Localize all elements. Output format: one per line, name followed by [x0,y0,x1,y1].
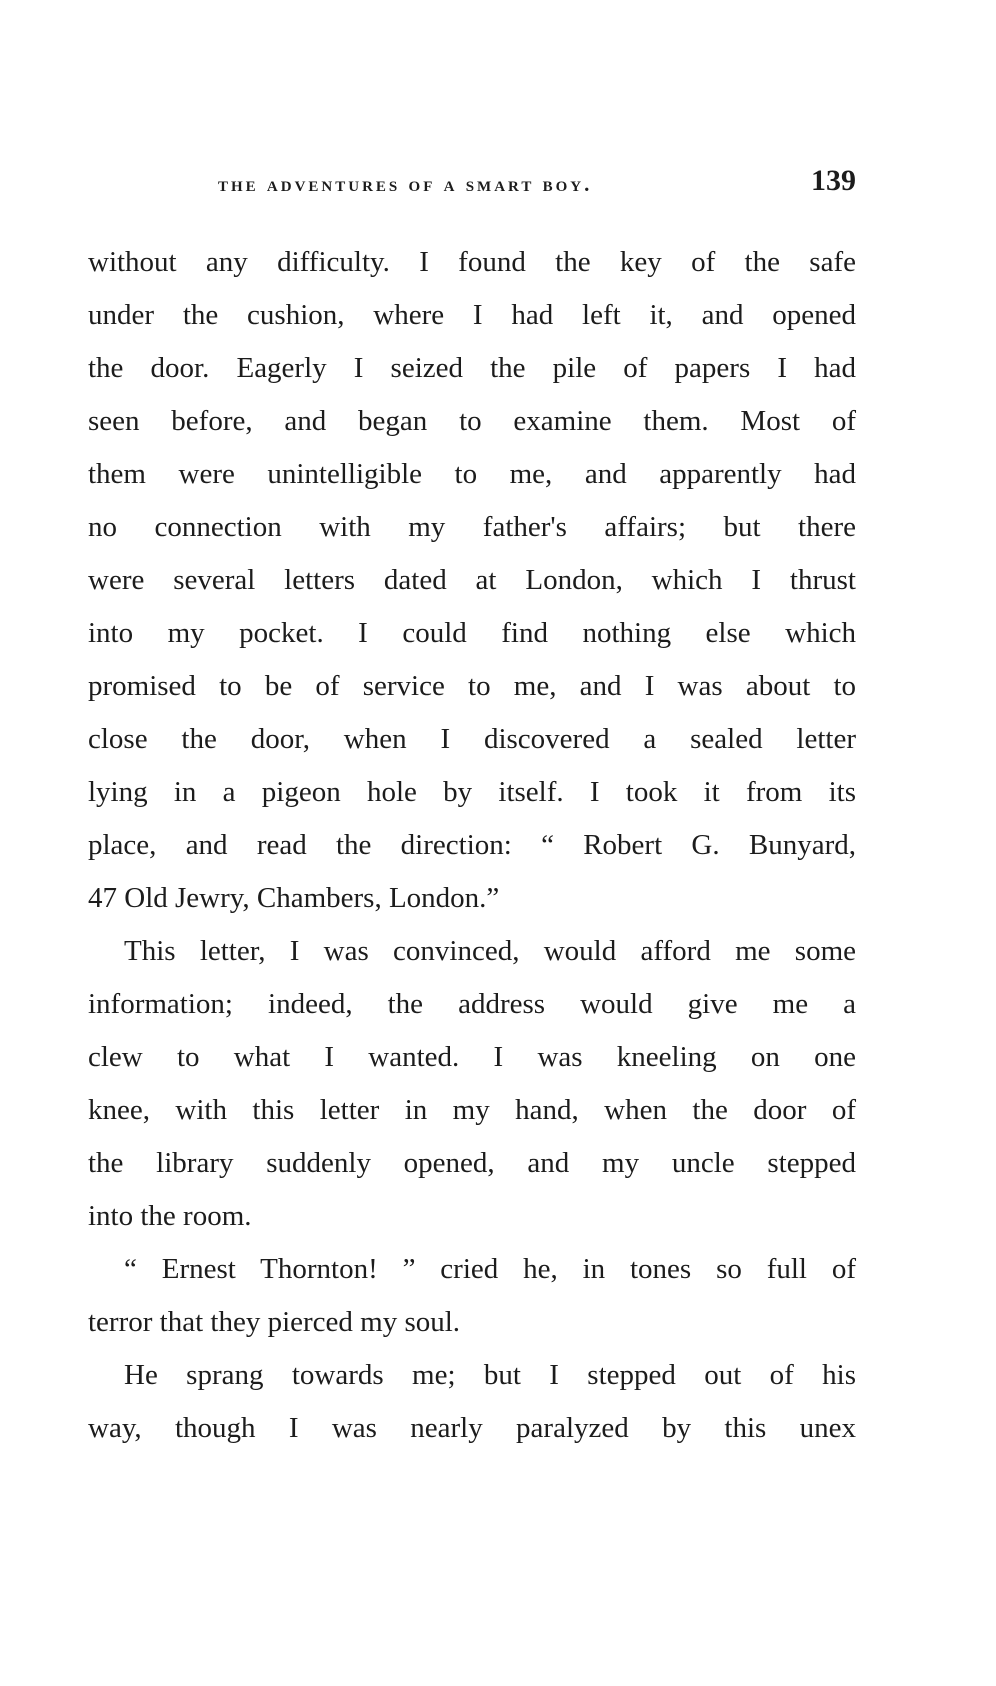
text-line: no connection with my father's affairs; but there [88,511,856,543]
text-line: place, and read the direction: “ Robert G. Bunyard, [88,829,856,861]
text-line: 47 Old Jewry, Chambers, London.” [88,882,500,914]
text-line: way, though I was nearly paralyzed by this unex [88,1412,856,1444]
text-line: knee, with this letter in my hand, when the door of [88,1094,856,1126]
text-line: promised to be of service to me, and I was about to [88,670,856,702]
text-line: lying in a pigeon hole by itself. I took it from its [88,776,856,808]
text-line: them were unintelligible to me, and apparently had [88,458,856,490]
paragraph-2 [88,925,856,1243]
text-line: under the cushion, where I had left it, and opened [88,299,856,331]
page-number: 139 [811,164,856,197]
text-line: seen before, and began to examine them. Most of [88,405,856,437]
text-line: the library suddenly opened, and my uncle stepped [88,1147,856,1179]
text-line: “ Ernest Thornton! ” cried he, in tones so full of [124,1253,856,1285]
text-line: information; indeed, the address would give me a [88,988,856,1020]
text-line: close the door, when I discovered a sealed letter [88,723,856,755]
text-line: clew to what I wanted. I was kneeling on one [88,1041,856,1073]
paragraph-4 [88,1349,856,1455]
text-line: were several letters dated at London, which I thrust [88,564,856,596]
text-line: This letter, I was convinced, would afford me some [124,935,856,967]
running-title: the adventures of a smart boy. [218,172,593,196]
text-line: without any difficulty. I found the key of the safe [88,246,856,278]
paragraph-3 [88,1243,856,1349]
text-line: into my pocket. I could find nothing else which [88,617,856,649]
text-line: the door. Eagerly I seized the pile of papers I had [88,352,856,384]
text-line: terror that they pierced my soul. [88,1306,461,1338]
text-line: He sprang towards me; but I stepped out of his [124,1359,856,1391]
paragraph-1 [88,236,856,925]
running-head [88,164,856,204]
text-line: into the room. [88,1200,252,1232]
body-text [88,236,856,1455]
